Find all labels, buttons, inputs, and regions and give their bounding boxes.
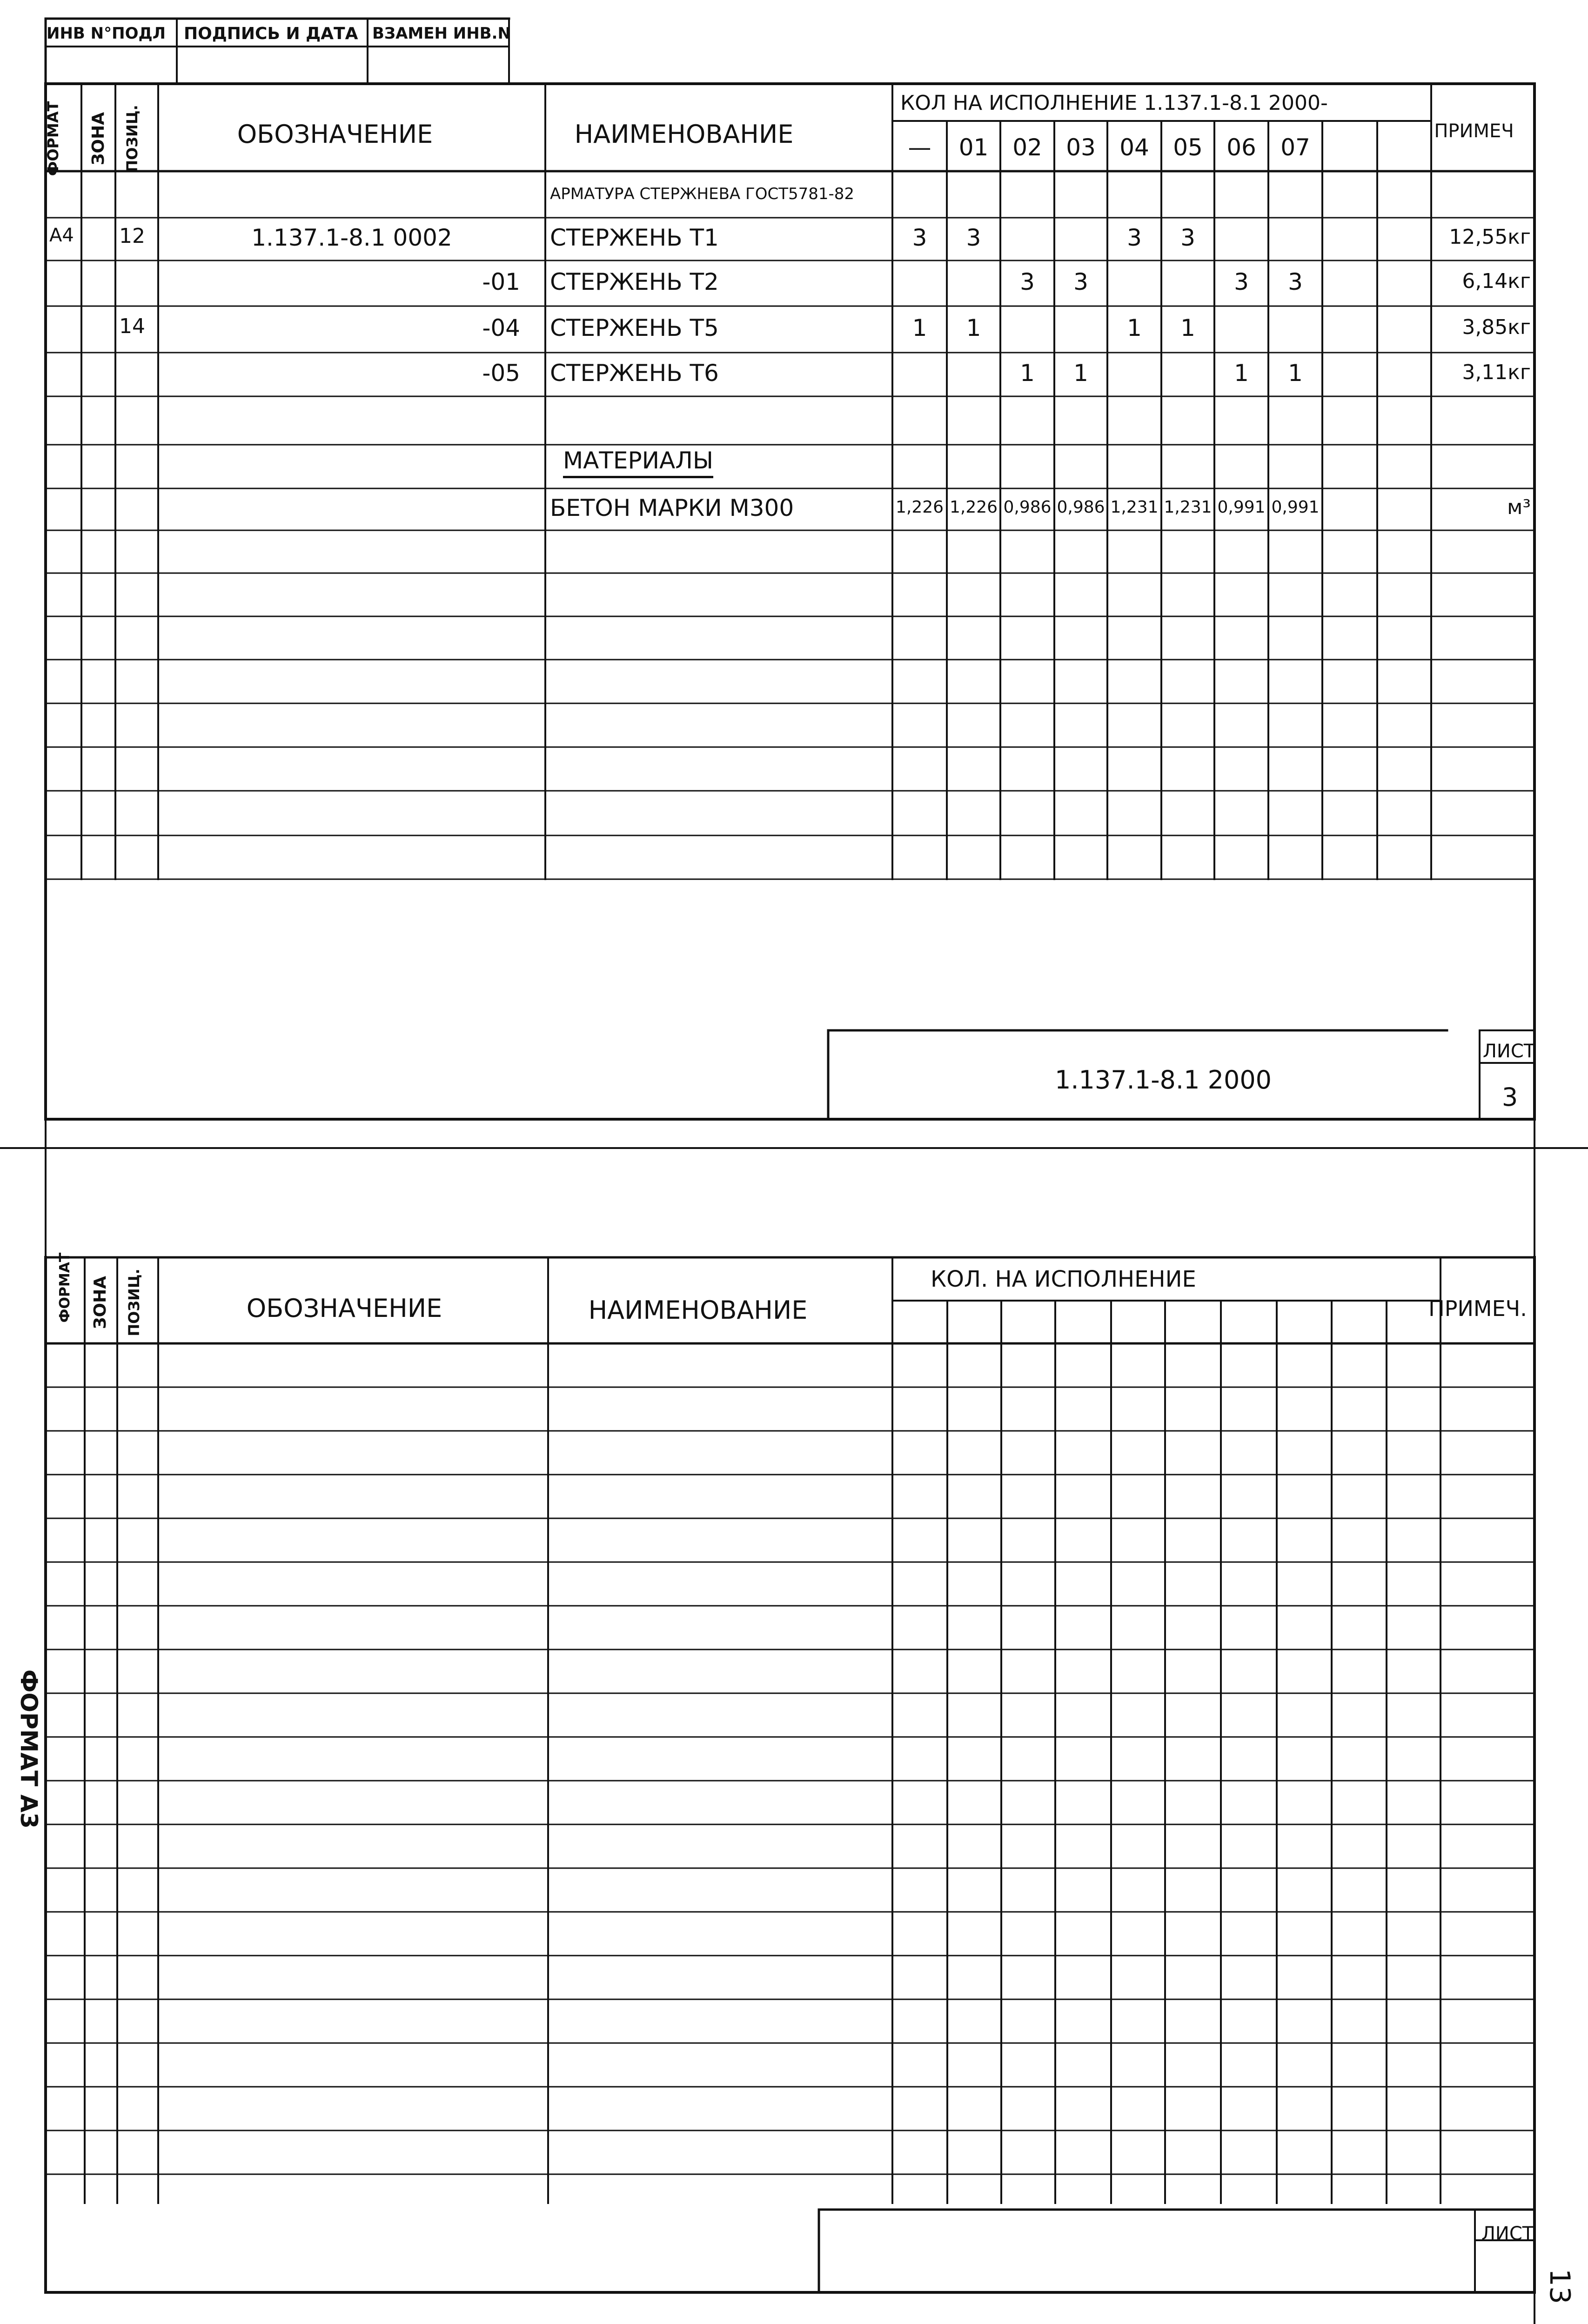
- cell-oboznachenie: -05: [482, 360, 520, 387]
- title-designation: 1.137.1-8.1 2000: [1054, 1065, 1272, 1095]
- cell-quantity: 1: [1234, 360, 1249, 387]
- header-pozits: ПОЗИЦ.: [123, 105, 141, 173]
- header-naimenovanie-lower: НАИМЕНОВАНИЕ: [588, 1296, 808, 1325]
- cell-quantity: 1: [1180, 314, 1195, 341]
- header-kol-ispolnenie-lower: КОЛ. НА ИСПОЛНЕНИЕ: [931, 1266, 1196, 1292]
- header-format-lower: ФОРМАТ: [57, 1252, 73, 1323]
- cell-quantity: 3: [912, 224, 927, 251]
- cell-quantity: 1,231: [1110, 498, 1159, 517]
- header-primech-lower: ПРИМЕЧ.: [1428, 1296, 1527, 1321]
- sheet-label-lower: ЛИСТ: [1481, 2223, 1534, 2244]
- cell-quantity: 1,226: [949, 498, 998, 517]
- cell-oboznachenie: -04: [482, 314, 520, 341]
- page-number: 13: [1543, 2268, 1576, 2304]
- variant-header: 04: [1119, 134, 1149, 161]
- cell-quantity: 1: [1020, 360, 1035, 387]
- cell-naimenovanie: СТЕРЖЕНЬ Т5: [550, 314, 719, 341]
- cell-naimenovanie: МАТЕРИАЛЫ: [563, 449, 713, 478]
- cell-quantity: 1: [1127, 314, 1142, 341]
- cell-oboznachenie: -01: [482, 268, 520, 295]
- cell-quantity: 3: [1234, 268, 1249, 295]
- cell-quantity: 3: [1288, 268, 1303, 295]
- cell-format: А4: [49, 225, 74, 246]
- stamp-podpis-data: ПОДПИСЬ И ДАТА: [184, 24, 358, 43]
- cell-quantity: 1: [1288, 360, 1303, 387]
- cell-quantity: 1,226: [895, 498, 944, 517]
- cell-quantity: 3: [966, 224, 981, 251]
- cell-quantity: 0,986: [1057, 498, 1105, 517]
- cell-quantity: 1: [1073, 360, 1088, 387]
- sheet-number-upper: 3: [1501, 1082, 1518, 1112]
- variant-header: 05: [1173, 134, 1203, 161]
- header-oboznachenie-lower: ОБОЗНАЧЕНИЕ: [246, 1294, 442, 1323]
- cell-quantity: 1: [966, 314, 981, 341]
- cell-primech: 6,14кг: [1462, 269, 1531, 293]
- variant-header: 06: [1226, 134, 1256, 161]
- cell-naimenovanie: СТЕРЖЕНЬ Т1: [550, 224, 719, 251]
- cell-naimenovanie: АРМАТУРА СТЕРЖНЕВА ГОСТ5781-82: [550, 185, 855, 203]
- header-oboznachenie: ОБОЗНАЧЕНИЕ: [237, 120, 433, 149]
- header-primech: ПРИМЕЧ: [1434, 120, 1514, 142]
- cell-quantity: 3: [1020, 268, 1035, 295]
- cell-quantity: 0,986: [1003, 498, 1052, 517]
- header-zona-lower: ЗОНА: [91, 1276, 110, 1329]
- cell-naimenovanie: СТЕРЖЕНЬ Т6: [550, 360, 719, 387]
- cell-primech: 3,85кг: [1462, 315, 1531, 339]
- header-pozits-lower: ПОЗИЦ.: [125, 1269, 143, 1336]
- header-naimenovanie: НАИМЕНОВАНИЕ: [574, 120, 794, 149]
- cell-quantity: 3: [1180, 224, 1195, 251]
- cell-quantity: 3: [1127, 224, 1142, 251]
- cell-oboznachenie: 1.137.1-8.1 0002: [251, 224, 452, 251]
- cell-pozits: 12: [119, 224, 145, 248]
- cell-primech: 12,55кг: [1449, 225, 1531, 249]
- cell-quantity: 0,991: [1217, 498, 1266, 517]
- header-kol-ispolnenie: КОЛ НА ИСПОЛНЕНИЕ 1.137.1-8.1 2000-: [900, 91, 1328, 115]
- cell-quantity: 1,231: [1164, 498, 1212, 517]
- cell-quantity: 1: [912, 314, 927, 341]
- cell-primech: м³: [1507, 495, 1531, 519]
- cell-naimenovanie: СТЕРЖЕНЬ Т2: [550, 268, 719, 295]
- variant-header: 02: [1012, 134, 1042, 161]
- variant-header: —: [908, 134, 931, 161]
- cell-primech: 3,11кг: [1462, 361, 1531, 384]
- variant-header: 03: [1066, 134, 1096, 161]
- variant-header: 01: [958, 134, 989, 161]
- sheet-label-upper: ЛИСТ: [1482, 1041, 1535, 1062]
- format-label: ФОРМАТ А3: [15, 1669, 42, 1829]
- cell-quantity: 0,991: [1271, 498, 1320, 517]
- header-zona: ЗОНА: [89, 112, 108, 166]
- stamp-vzamen-inv: ВЗАМЕН ИНВ.N: [372, 24, 511, 43]
- variant-header: 07: [1280, 134, 1310, 161]
- cell-pozits: 14: [119, 314, 145, 338]
- cell-quantity: 3: [1073, 268, 1088, 295]
- header-format: ФОРМАТ: [44, 101, 62, 176]
- cell-naimenovanie: БЕТОН МАРКИ М300: [550, 494, 794, 521]
- stamp-inv-podl: ИНВ N°ПОДЛ: [47, 24, 166, 43]
